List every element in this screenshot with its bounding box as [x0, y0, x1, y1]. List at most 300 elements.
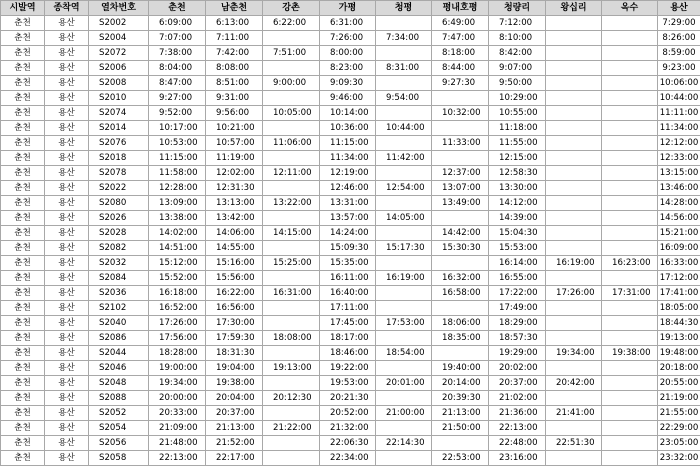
column-header: 청량리	[489, 1, 546, 16]
table-cell: 용산	[45, 376, 89, 391]
table-cell: S2032	[89, 256, 149, 271]
table-cell: S2006	[89, 61, 149, 76]
table-cell: 20:04:00	[206, 391, 263, 406]
table-cell	[263, 61, 320, 76]
table-cell: 용산	[45, 256, 89, 271]
table-cell: 22:17:00	[206, 451, 263, 466]
table-cell: S2080	[89, 196, 149, 211]
table-cell	[602, 91, 658, 106]
column-header: 춘천	[149, 1, 206, 16]
table-cell: 춘천	[1, 61, 45, 76]
table-cell: 17:41:00	[658, 286, 700, 301]
table-cell: 용산	[45, 151, 89, 166]
table-cell: 18:35:00	[432, 331, 489, 346]
table-cell: 10:21:00	[206, 121, 263, 136]
table-cell: 19:34:00	[546, 346, 602, 361]
table-row	[1, 196, 700, 211]
table-cell	[432, 301, 489, 316]
table-cell: 13:38:00	[149, 211, 206, 226]
table-row	[1, 91, 700, 106]
table-cell: 용산	[45, 31, 89, 46]
table-cell: 춘천	[1, 181, 45, 196]
table-cell	[546, 211, 602, 226]
table-cell	[376, 391, 432, 406]
table-cell: 춘천	[1, 331, 45, 346]
table-cell: 15:25:00	[263, 256, 320, 271]
table-cell	[263, 181, 320, 196]
table-cell: 17:11:00	[320, 301, 376, 316]
table-cell: 20:33:00	[149, 406, 206, 421]
table-cell: 21:52:00	[206, 436, 263, 451]
table-cell: 15:16:00	[206, 256, 263, 271]
table-cell	[546, 316, 602, 331]
table-cell	[546, 421, 602, 436]
table-cell: 15:35:00	[320, 256, 376, 271]
table-cell	[376, 106, 432, 121]
table-cell	[263, 406, 320, 421]
table-cell: 10:36:00	[320, 121, 376, 136]
table-cell	[546, 166, 602, 181]
table-cell: 춘천	[1, 391, 45, 406]
table-cell: 21:22:00	[263, 421, 320, 436]
table-cell: 용산	[45, 301, 89, 316]
table-cell: 용산	[45, 316, 89, 331]
table-cell: S2102	[89, 301, 149, 316]
table-cell: 11:11:00	[658, 106, 700, 121]
table-row	[1, 151, 700, 166]
table-cell: 23:16:00	[489, 451, 546, 466]
table-cell	[546, 106, 602, 121]
table-cell: 20:37:00	[206, 406, 263, 421]
table-cell: 20:55:00	[658, 376, 700, 391]
table-cell: 16:31:00	[263, 286, 320, 301]
table-cell: S2028	[89, 226, 149, 241]
table-cell: S2010	[89, 91, 149, 106]
table-cell: 10:53:00	[149, 136, 206, 151]
table-cell: 용산	[45, 196, 89, 211]
table-cell: 14:12:00	[489, 196, 546, 211]
table-cell: 21:09:00	[149, 421, 206, 436]
table-row	[1, 346, 700, 361]
table-cell	[263, 31, 320, 46]
table-cell: 22:29:00	[658, 421, 700, 436]
table-cell	[263, 271, 320, 286]
table-cell	[376, 421, 432, 436]
table-cell: 16:14:00	[489, 256, 546, 271]
table-cell: 23:32:00	[658, 451, 700, 466]
table-cell: 21:50:00	[432, 421, 489, 436]
table-cell: 19:38:00	[206, 376, 263, 391]
table-cell: 14:05:00	[376, 211, 432, 226]
table-cell	[376, 256, 432, 271]
table-cell: 15:52:00	[149, 271, 206, 286]
table-cell: 9:56:00	[206, 106, 263, 121]
table-cell: 8:51:00	[206, 76, 263, 91]
table-cell: 13:30:00	[489, 181, 546, 196]
table-cell: 6:31:00	[320, 16, 376, 31]
table-cell: 춘천	[1, 196, 45, 211]
table-cell	[602, 61, 658, 76]
table-cell: 17:22:00	[489, 286, 546, 301]
column-header: 왕십리	[546, 1, 602, 16]
table-row	[1, 181, 700, 196]
table-cell: 9:50:00	[489, 76, 546, 91]
table-cell	[432, 436, 489, 451]
table-cell: 11:58:00	[149, 166, 206, 181]
table-cell: S2054	[89, 421, 149, 436]
table-cell: 춘천	[1, 406, 45, 421]
table-cell: 14:51:00	[149, 241, 206, 256]
table-cell: 춘천	[1, 16, 45, 31]
table-cell: S2056	[89, 436, 149, 451]
table-cell	[546, 136, 602, 151]
table-cell: 13:13:00	[206, 196, 263, 211]
table-cell: 7:29:00	[658, 16, 700, 31]
table-cell: 용산	[45, 106, 89, 121]
table-cell: 10:29:00	[489, 91, 546, 106]
table-cell: 16:32:00	[432, 271, 489, 286]
timetable-body	[1, 16, 700, 466]
table-cell: 11:42:00	[376, 151, 432, 166]
table-cell	[546, 391, 602, 406]
table-row	[1, 301, 700, 316]
column-header: 강촌	[263, 1, 320, 16]
table-cell	[432, 91, 489, 106]
table-cell: 12:15:00	[489, 151, 546, 166]
table-cell: 11:06:00	[263, 136, 320, 151]
table-cell	[376, 76, 432, 91]
table-cell	[263, 316, 320, 331]
table-cell: 14:02:00	[149, 226, 206, 241]
table-cell: 12:19:00	[320, 166, 376, 181]
table-cell: 14:42:00	[432, 226, 489, 241]
table-cell: 10:14:00	[320, 106, 376, 121]
table-cell: 춘천	[1, 256, 45, 271]
table-cell: 용산	[45, 136, 89, 151]
table-cell: 용산	[45, 121, 89, 136]
table-cell: 19:48:00	[658, 346, 700, 361]
table-cell: 11:55:00	[489, 136, 546, 151]
table-cell: S2008	[89, 76, 149, 91]
table-cell: 21:55:00	[658, 406, 700, 421]
table-cell	[546, 46, 602, 61]
table-cell: 17:30:00	[206, 316, 263, 331]
table-cell: 19:38:00	[602, 346, 658, 361]
table-cell: 21:41:00	[546, 406, 602, 421]
table-cell: 7:07:00	[149, 31, 206, 46]
table-cell: 18:05:00	[658, 301, 700, 316]
table-cell: 10:17:00	[149, 121, 206, 136]
table-cell: 21:00:00	[376, 406, 432, 421]
table-cell	[546, 226, 602, 241]
table-row	[1, 286, 700, 301]
table-cell: 춘천	[1, 31, 45, 46]
table-cell	[546, 31, 602, 46]
table-cell: 7:51:00	[263, 46, 320, 61]
table-cell: 8:47:00	[149, 76, 206, 91]
table-cell: 22:13:00	[149, 451, 206, 466]
table-cell: 17:53:00	[376, 316, 432, 331]
table-cell: 16:56:00	[206, 301, 263, 316]
table-cell	[602, 121, 658, 136]
table-cell	[432, 211, 489, 226]
table-cell: 용산	[45, 211, 89, 226]
table-cell: 춘천	[1, 286, 45, 301]
table-cell: 14:39:00	[489, 211, 546, 226]
table-row	[1, 451, 700, 466]
table-cell	[602, 46, 658, 61]
table-cell: 용산	[45, 271, 89, 286]
table-cell: 6:22:00	[263, 16, 320, 31]
table-cell: 15:21:00	[658, 226, 700, 241]
table-cell: 17:26:00	[149, 316, 206, 331]
table-row	[1, 406, 700, 421]
table-cell: 19:40:00	[432, 361, 489, 376]
table-cell: 20:02:00	[489, 361, 546, 376]
table-cell: 16:19:00	[376, 271, 432, 286]
table-cell: 12:37:00	[432, 166, 489, 181]
table-cell	[546, 301, 602, 316]
table-cell: 17:49:00	[489, 301, 546, 316]
table-cell: S2076	[89, 136, 149, 151]
table-cell: 21:13:00	[206, 421, 263, 436]
table-cell: 12:28:00	[149, 181, 206, 196]
header-row	[1, 1, 700, 16]
table-cell	[602, 106, 658, 121]
table-cell	[602, 226, 658, 241]
table-row	[1, 241, 700, 256]
table-cell: 12:58:30	[489, 166, 546, 181]
table-cell: 20:01:00	[376, 376, 432, 391]
table-cell: 11:33:00	[432, 136, 489, 151]
table-cell: 춘천	[1, 241, 45, 256]
table-cell: 16:09:00	[658, 241, 700, 256]
table-cell: 춘천	[1, 211, 45, 226]
table-cell: 21:32:00	[320, 421, 376, 436]
table-cell: 9:23:00	[658, 61, 700, 76]
table-cell: 8:08:00	[206, 61, 263, 76]
table-row	[1, 76, 700, 91]
table-cell: 춘천	[1, 226, 45, 241]
table-row	[1, 331, 700, 346]
column-header: 남춘천	[206, 1, 263, 16]
table-cell: 12:46:00	[320, 181, 376, 196]
table-cell: 용산	[45, 241, 89, 256]
table-cell	[376, 361, 432, 376]
table-cell: 8:31:00	[376, 61, 432, 76]
table-cell	[602, 391, 658, 406]
column-header: 종착역	[45, 1, 89, 16]
table-cell: 14:06:00	[206, 226, 263, 241]
table-row	[1, 256, 700, 271]
table-cell: 22:14:30	[376, 436, 432, 451]
table-cell: S2044	[89, 346, 149, 361]
table-cell: 22:13:00	[489, 421, 546, 436]
table-cell: 12:54:00	[376, 181, 432, 196]
table-row	[1, 391, 700, 406]
table-cell: 16:23:00	[602, 256, 658, 271]
table-cell: 14:55:00	[206, 241, 263, 256]
table-cell: S2052	[89, 406, 149, 421]
table-cell: S2082	[89, 241, 149, 256]
table-cell	[602, 316, 658, 331]
table-cell: 19:04:00	[206, 361, 263, 376]
table-cell	[263, 121, 320, 136]
table-cell: 21:02:00	[489, 391, 546, 406]
table-cell: 13:57:00	[320, 211, 376, 226]
table-cell: 춘천	[1, 166, 45, 181]
table-cell: S2078	[89, 166, 149, 181]
table-cell: 16:40:00	[320, 286, 376, 301]
table-row	[1, 106, 700, 121]
table-cell: 16:55:00	[489, 271, 546, 286]
table-cell: 용산	[45, 46, 89, 61]
table-cell: 11:19:00	[206, 151, 263, 166]
table-cell: 19:13:00	[263, 361, 320, 376]
table-cell: S2046	[89, 361, 149, 376]
table-cell: S2022	[89, 181, 149, 196]
table-row	[1, 271, 700, 286]
table-cell: 7:11:00	[206, 31, 263, 46]
table-cell: 15:53:00	[489, 241, 546, 256]
table-cell	[432, 256, 489, 271]
table-cell: 9:09:30	[320, 76, 376, 91]
table-cell: 9:46:00	[320, 91, 376, 106]
table-cell	[602, 151, 658, 166]
table-cell	[263, 436, 320, 451]
table-row	[1, 316, 700, 331]
table-cell: 16:33:00	[658, 256, 700, 271]
table-cell: 23:05:00	[658, 436, 700, 451]
table-cell: 12:33:00	[658, 151, 700, 166]
table-cell: 16:52:00	[149, 301, 206, 316]
table-cell	[602, 166, 658, 181]
table-cell: 20:52:00	[320, 406, 376, 421]
table-cell	[602, 136, 658, 151]
table-cell	[602, 181, 658, 196]
table-cell: 6:09:00	[149, 16, 206, 31]
table-cell: 15:04:30	[489, 226, 546, 241]
table-cell: 19:00:00	[149, 361, 206, 376]
table-cell	[546, 181, 602, 196]
table-cell: 15:12:00	[149, 256, 206, 271]
table-cell: 용산	[45, 286, 89, 301]
table-cell: S2058	[89, 451, 149, 466]
table-cell: 12:12:00	[658, 136, 700, 151]
table-cell: S2084	[89, 271, 149, 286]
table-cell: S2004	[89, 31, 149, 46]
table-cell: 춘천	[1, 106, 45, 121]
table-cell: 18:29:00	[489, 316, 546, 331]
table-cell: 춘천	[1, 46, 45, 61]
table-cell: 17:45:00	[320, 316, 376, 331]
table-cell: S2036	[89, 286, 149, 301]
table-cell: 11:18:00	[489, 121, 546, 136]
table-cell: 9:00:00	[263, 76, 320, 91]
table-cell	[602, 271, 658, 286]
table-cell: 8:23:00	[320, 61, 376, 76]
table-cell: 17:59:30	[206, 331, 263, 346]
table-cell	[602, 421, 658, 436]
table-cell	[546, 76, 602, 91]
table-cell	[263, 241, 320, 256]
table-cell: 용산	[45, 331, 89, 346]
table-cell: 14:15:00	[263, 226, 320, 241]
table-cell: S2014	[89, 121, 149, 136]
table-cell	[546, 196, 602, 211]
table-cell: 9:07:00	[489, 61, 546, 76]
table-cell: 15:56:00	[206, 271, 263, 286]
table-cell: 16:58:00	[432, 286, 489, 301]
table-cell: 춘천	[1, 76, 45, 91]
table-row	[1, 136, 700, 151]
table-cell: 10:05:00	[263, 106, 320, 121]
table-cell: 16:18:00	[149, 286, 206, 301]
table-cell: 17:26:00	[546, 286, 602, 301]
table-cell: 20:18:00	[658, 361, 700, 376]
table-cell: 10:06:00	[658, 76, 700, 91]
table-row	[1, 211, 700, 226]
table-row	[1, 226, 700, 241]
table-cell	[602, 301, 658, 316]
table-cell: 11:15:00	[149, 151, 206, 166]
table-cell: 13:46:00	[658, 181, 700, 196]
table-cell	[546, 151, 602, 166]
table-cell: 13:42:00	[206, 211, 263, 226]
table-cell	[376, 16, 432, 31]
table-cell: 21:13:00	[432, 406, 489, 421]
table-cell: 8:00:00	[320, 46, 376, 61]
table-row	[1, 376, 700, 391]
table-cell: 19:22:00	[320, 361, 376, 376]
table-cell: 21:36:00	[489, 406, 546, 421]
table-cell: 춘천	[1, 91, 45, 106]
table-cell: 8:18:00	[432, 46, 489, 61]
table-cell	[376, 196, 432, 211]
table-cell: 20:39:30	[432, 391, 489, 406]
column-header: 평내호평	[432, 1, 489, 16]
table-cell: S2074	[89, 106, 149, 121]
table-cell: 15:09:30	[320, 241, 376, 256]
table-row	[1, 166, 700, 181]
table-cell	[263, 376, 320, 391]
table-cell: 13:15:00	[658, 166, 700, 181]
table-cell: 19:34:00	[149, 376, 206, 391]
table-cell: 21:19:00	[658, 391, 700, 406]
table-cell: 11:15:00	[320, 136, 376, 151]
table-cell: 춘천	[1, 361, 45, 376]
table-cell: 춘천	[1, 121, 45, 136]
table-cell	[602, 76, 658, 91]
table-cell	[602, 361, 658, 376]
table-cell: 춘천	[1, 376, 45, 391]
table-cell: 8:04:00	[149, 61, 206, 76]
table-cell	[263, 451, 320, 466]
table-row	[1, 421, 700, 436]
table-cell	[376, 331, 432, 346]
table-cell: 22:51:30	[546, 436, 602, 451]
table-cell	[546, 91, 602, 106]
table-cell: 13:07:00	[432, 181, 489, 196]
table-cell	[546, 451, 602, 466]
table-cell: 춘천	[1, 436, 45, 451]
column-header: 시발역	[1, 1, 45, 16]
table-cell: 13:22:00	[263, 196, 320, 211]
table-cell: S2048	[89, 376, 149, 391]
table-cell: 용산	[45, 391, 89, 406]
table-cell	[432, 151, 489, 166]
table-cell: 용산	[45, 406, 89, 421]
